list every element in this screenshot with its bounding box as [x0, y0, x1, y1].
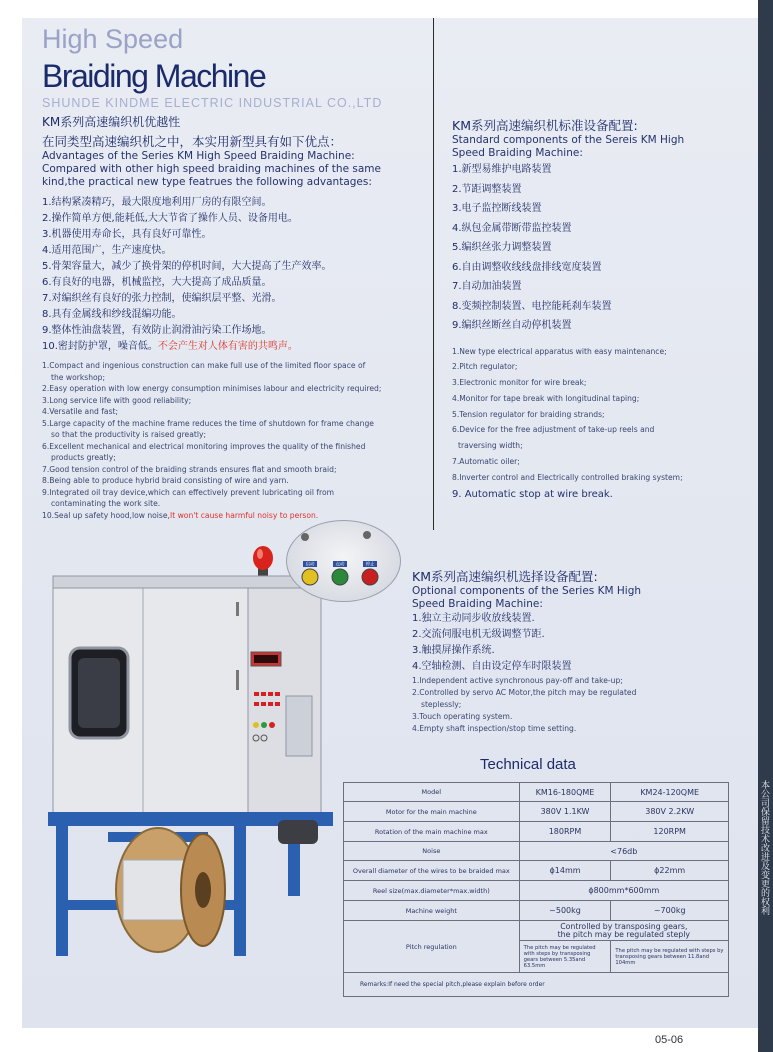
row-value-b: 380V 2.2KW — [611, 802, 729, 822]
noise-value: <76db — [519, 842, 728, 861]
list-item — [42, 406, 427, 418]
diameter-b: ϕ22mm — [611, 861, 729, 881]
optional-cn-list — [412, 611, 712, 675]
item-text: 1.Independent active synchronous pay-off and take-up; — [412, 676, 623, 685]
row-value-b: 120RPM — [611, 822, 729, 842]
advantages-en-title-2: Compared with other high speed braiding machines of the same — [42, 163, 381, 175]
list-item — [42, 383, 427, 395]
diameter-a: ϕ14mm — [519, 861, 611, 881]
item-text: 3.Long service life with good reliability; — [42, 395, 192, 405]
list-item: 6.有良好的电器，机械监控，大大提高了成品质量。 — [42, 277, 272, 288]
list-item: 5.骨架容量大，减少了换骨架的停机时间，大大提高了生产效率。 — [42, 261, 332, 272]
table-row — [344, 921, 729, 941]
list-item: 1.独立主动同步收放线装置. — [412, 613, 535, 624]
standard-cn-title: KM系列高速编织机标准设备配置: — [452, 118, 638, 133]
column-divider — [433, 18, 434, 530]
list-item: 1.结构紧凑精巧，最大限度地利用厂房的有限空间。 — [42, 197, 272, 208]
pitch-b: The pitch may be regulated with steps by transposing gears between 11.8and 104mm — [611, 941, 729, 973]
list-item: 2.操作简单方便,能耗低,大大节省了操作人员、设备用电。 — [42, 213, 298, 224]
pitch-main — [519, 921, 728, 941]
yellow-button-icon — [302, 569, 318, 585]
advantages-en-list — [42, 360, 427, 521]
list-item — [412, 675, 712, 687]
title-high-speed: High Speed — [42, 24, 184, 54]
list-item: 7.Automatic oiler; — [452, 457, 520, 467]
standard-cn-list — [452, 160, 752, 336]
list-item: 9.整体性油盘装置，有效防止润滑油污染工作场地。 — [42, 325, 272, 336]
list-item: 7.对编织丝有良好的张力控制，使编织层平整、光滑。 — [42, 293, 282, 304]
company-name: SHUNDE KINDME ELECTRIC INDUSTRIAL CO.,LTD — [42, 96, 383, 110]
list-item: 8.具有金属线和纱线混编功能。 — [42, 309, 182, 320]
weight-b: ~700kg — [611, 901, 729, 921]
control-buttons-closeup — [286, 520, 401, 602]
list-item — [42, 487, 427, 510]
item-text: 2.Easy operation with low energy consumption minimises labour and electricity required; — [42, 384, 382, 393]
list-item — [42, 464, 427, 476]
list-item: 1.New type electrical apparatus with easy maintenance; — [452, 346, 667, 356]
beacon-light-icon — [253, 546, 273, 570]
list-item: 1.新型易维护电路装置 — [452, 164, 552, 175]
table-row — [344, 842, 729, 861]
optional-section — [412, 567, 712, 735]
item-10-text: 10.Seal up safety hood,low noise, — [42, 510, 170, 520]
list-item: 9.编织丝断丝自动停机装置 — [452, 320, 572, 331]
table-row — [344, 973, 729, 997]
technical-data-table — [343, 782, 729, 997]
list-item: 2.Pitch regulator; — [452, 362, 518, 372]
list-item — [412, 723, 712, 735]
optional-en-title-2: Speed Braiding Machine: — [412, 598, 543, 610]
list-item: 8.变频控制装置、电控能耗刹车装置 — [452, 300, 612, 312]
page-number: 05-06 — [655, 1034, 684, 1046]
item-text: 4.Versatile and fast; — [42, 407, 119, 416]
list-item — [42, 441, 427, 464]
item-text: 4.Empty shaft inspection/stop time setting. — [412, 724, 577, 733]
item-text: 8.Being able to produce hybrid braid consisting of wire and yarn. — [42, 476, 289, 485]
pitch-a: The pitch may be regulated with steps by transposing gears between 5.35and 63.5mm — [519, 941, 611, 973]
list-item: 5.编织丝张力调整装置 — [452, 242, 552, 253]
model-label: Model — [344, 783, 520, 802]
row-label: Motor for the main machine — [344, 802, 520, 822]
item-continuation: so that the productivity is raised greatly; — [51, 430, 207, 439]
optional-cn-title: KM系列高速编织机选择设备配置: — [412, 569, 598, 584]
item-text: 2.Controlled by servo AC Motor,the pitch may be regulated — [412, 688, 637, 697]
table-row — [344, 783, 729, 802]
model-b: KM24-120QME — [611, 783, 729, 802]
table-row — [344, 901, 729, 921]
list-item — [42, 339, 427, 355]
item-text: 9.Integrated oil tray device,which can effectively prevent lubricating oil from — [42, 487, 335, 497]
item-continuation: products greatly; — [51, 453, 116, 462]
list-item: 2.节距调整装置 — [452, 183, 522, 195]
list-item — [412, 687, 712, 711]
list-item: 3.电子监控断线装置 — [452, 203, 542, 214]
pitch-main-line-1: Controlled by transposing gears, — [560, 921, 688, 931]
list-item: 4.纵包金属带断带监控装置 — [452, 222, 572, 234]
advantages-en-title-3: kind,the practical new type featrues the following advantages: — [42, 176, 372, 188]
row-value-a: 380V 1.1KW — [519, 802, 611, 822]
table-row — [344, 822, 729, 842]
row-value-a: 180RPM — [519, 822, 611, 842]
weight-a: ~500kg — [519, 901, 611, 921]
pitch-label: Pitch regulation — [344, 921, 520, 973]
list-item: 3.触摸屏操作系统. — [412, 645, 495, 656]
diameter-label: Overall diameter of the wires to be braided max — [344, 861, 520, 881]
list-item: 4.空轴检测、自由设定停车时限装置 — [412, 661, 572, 672]
list-item: 3.Electronic monitor for wire break; — [452, 378, 587, 388]
list-item — [42, 418, 427, 441]
list-item: 2.交流伺服电机无级调整节距. — [412, 629, 545, 640]
advantages-cn-list — [42, 195, 427, 355]
item-text: 3.Touch operating system. — [412, 712, 513, 721]
table-row — [344, 861, 729, 881]
row-label: Rotation of the main machine max — [344, 822, 520, 842]
table-row — [344, 802, 729, 822]
item-text: 5.Large capacity of the machine frame reduces the time of shutdown for frame change — [42, 418, 374, 428]
optional-en-list — [412, 675, 712, 735]
item-continuation: steplessly; — [421, 700, 462, 709]
list-item: 6.自由调整收线线盘排线宽度装置 — [452, 261, 602, 273]
list-item: 4.适用范围广，生产速度快。 — [42, 245, 172, 256]
jog-label: 点动 — [335, 562, 345, 568]
list-item — [42, 395, 427, 407]
noise-label: Noise — [344, 842, 520, 861]
standard-en-title-2: Speed Braiding Machine: — [452, 147, 583, 159]
standard-en-list — [452, 344, 752, 504]
remarks: Remarks:If need the special pitch,please explain before order — [344, 973, 729, 997]
advantages-cn-subtitle: 在同类型高速编织机之中，本实用新型具有如下优点： — [42, 134, 343, 149]
list-item: 8.Inverter control and Electrically controlled braking system; — [452, 472, 683, 482]
item-continuation: the workshop; — [51, 372, 106, 382]
list-item — [412, 711, 712, 723]
list-item: 3.机器使用寿命长，具有良好可靠性。 — [42, 229, 212, 240]
red-button-icon — [362, 569, 378, 585]
item-text: 1.Compact and ingenious construction can make full use of the limited floor space of — [42, 361, 366, 370]
table-row — [344, 881, 729, 901]
button-closeup-graphic — [287, 521, 402, 603]
item-10-text: 10.密封防护罩，噪音低。 — [42, 341, 158, 352]
item-text: 7.Good tension control of the braiding strands ensures flat and smooth braid; — [42, 464, 337, 474]
list-item — [42, 360, 427, 383]
pitch-main-line-2: the pitch may be regulated steply — [557, 929, 691, 939]
standard-section — [452, 116, 752, 504]
weight-label: Machine weight — [344, 901, 520, 921]
item-10-warning: 不会产生对人体有害的共鸣声。 — [157, 341, 298, 352]
list-item: 7.自动加油装置 — [452, 281, 522, 292]
title-braiding-machine: Braiding Machine — [42, 58, 266, 94]
list-item: 6.Device for the free adjustment of take-up reels and — [452, 425, 655, 435]
advantages-section — [42, 113, 427, 521]
item-10-warning: It won't cause harmful noisy to person. — [169, 510, 319, 520]
reel-value: ϕ800mm*600mm — [519, 881, 728, 901]
list-item: traversing width; — [458, 441, 523, 451]
list-item: 9. Automatic stop at wire break. — [452, 488, 613, 500]
item-text: 6.Excellent mechanical and electrical monitoring improves the quality of the finished — [42, 441, 366, 451]
motor — [278, 820, 318, 844]
start-label: 启动 — [305, 562, 315, 568]
standard-en-title-1: Standard components of the Sereis KM High — [452, 134, 685, 146]
advantages-en-title-1: Advantages of the Series KM High Speed Braiding Machine: — [42, 150, 355, 162]
green-button-icon — [332, 569, 348, 585]
reel-label: Reel size(max.diameter*max.width) — [344, 881, 520, 901]
model-a: KM16-180QME — [519, 783, 611, 802]
stop-label: 停止 — [365, 562, 375, 568]
item-continuation: contaminating the work site. — [51, 499, 161, 508]
side-strip-text: 本公司保留技术改进及变更的权利 — [759, 780, 769, 915]
advantages-cn-title: KM系列高速编织机优越性 — [42, 115, 181, 129]
list-item: 4.Monitor for tape break with longitudinal taping; — [452, 393, 640, 403]
technical-data-title: Technical data — [480, 756, 576, 773]
optional-en-title-1: Optional components of the Series KM High — [412, 585, 642, 597]
list-item — [42, 475, 427, 487]
list-item: 5.Tension regulator for braiding strands; — [452, 409, 605, 419]
